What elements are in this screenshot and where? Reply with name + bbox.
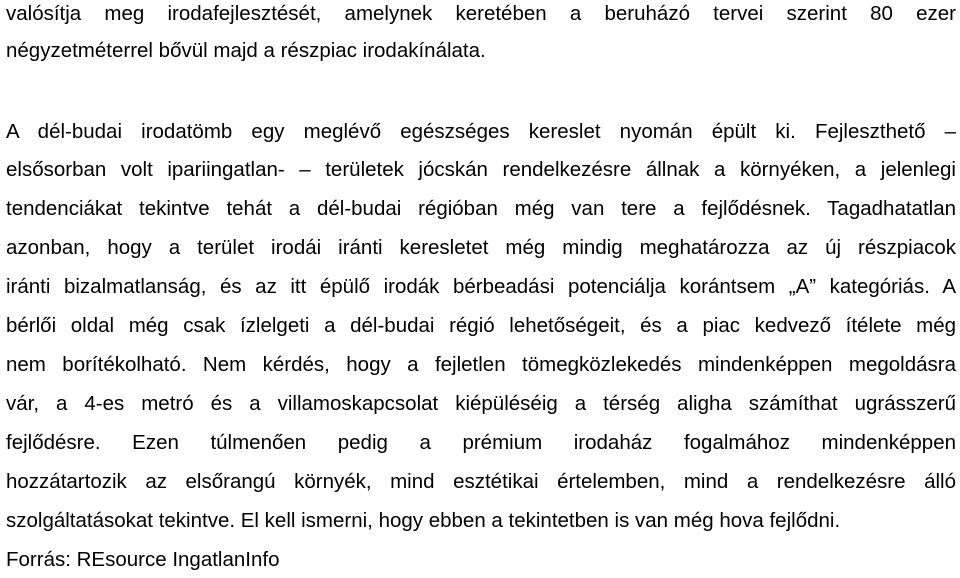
paragraph-2-line-6: bérlői oldal még csak ízlelgeti a dél-budai régió lehetőségeit, és a piac kedvező ítélete még <box>6 314 956 337</box>
source-citation: Forrás: REsource IngatlanInfo <box>6 548 280 571</box>
paragraph-2-line-3: tendenciákat tekintve tehát a dél-budai régióban még van tere a fejlődésnek. Tagadhatatlan <box>6 197 956 220</box>
paragraph-2-line-1: A dél-budai irodatömb egy meglévő egészséges kereslet nyomán épült ki. Fejleszthető – <box>6 120 956 143</box>
paragraph-2-line-7: nem borítékolható. Nem kérdés, hogy a fejletlen tömegközlekedés mindenképpen megoldásra <box>6 353 956 376</box>
paragraph-2-line-4: azonban, hogy a terület irodái iránti keresletet még mindig meghatározza az új részpiacok <box>6 236 956 259</box>
paragraph-2-line-5: iránti bizalmatlanság, és az itt épülő irodák bérbeadási potenciálja korántsem „A” kategóriás. A <box>6 275 956 298</box>
paragraph-2-line-10: hozzátartozik az elsőrangú környék, mind esztétikai értelemben, mind a rendelkezésre álló <box>6 470 956 493</box>
paragraph-1-line-1: valósítja meg irodafejlesztését, amelynek keretében a beruházó tervei szerint 80 ezer <box>6 2 956 25</box>
paragraph-1-line-2: négyzetméterrel bővül majd a részpiac irodakínálata. <box>6 39 486 62</box>
paragraph-2-line-2: elsősorban volt ipariingatlan- – területek jócskán rendelkezésre állnak a környéken, a jelenlegi <box>6 158 956 181</box>
paragraph-2-line-11: szolgáltatásokat tekintve. El kell ismerni, hogy ebben a tekintetben is van még hova fejlődni. <box>6 509 841 532</box>
paragraph-2-line-9: fejlődésre. Ezen túlmenően pedig a prémium irodaház fogalmához mindenképpen <box>6 431 956 454</box>
paragraph-2-line-8: vár, a 4-es metró és a villamoskapcsolat kiépüléséig a térség aligha számíthat ugrásszerű <box>6 392 956 415</box>
